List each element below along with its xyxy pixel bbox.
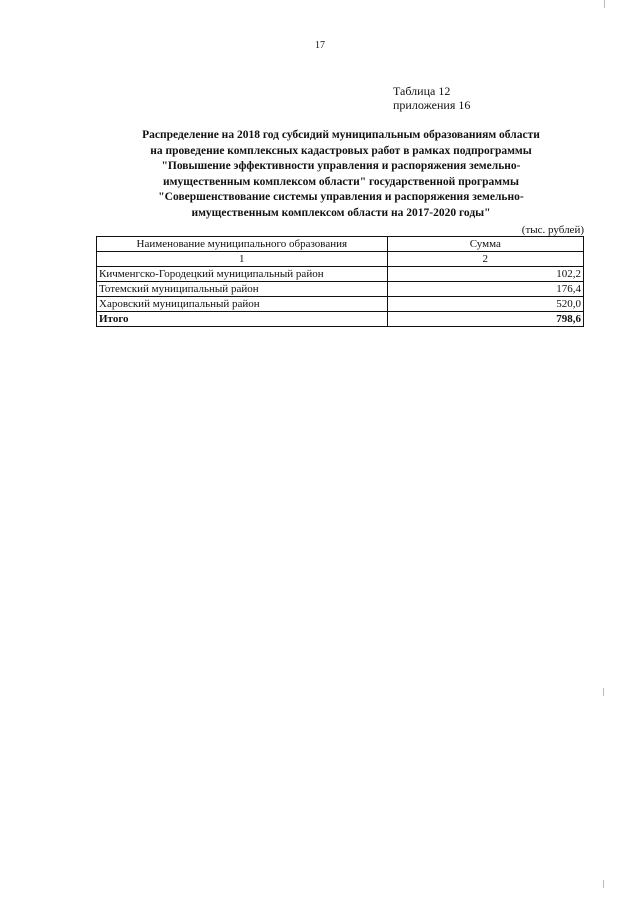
header-municipality: Наименование муниципального образования <box>97 237 388 252</box>
municipality-name: Харовский муниципальный район <box>97 297 388 312</box>
appendix-number: приложения 16 <box>393 98 471 112</box>
total-amount: 798,6 <box>387 312 583 327</box>
title-line: на проведение комплексных кадастровых работ в рамках подпрограммы <box>150 144 532 157</box>
subsidy-amount: 176,4 <box>387 282 583 297</box>
column-number-row <box>97 252 584 267</box>
subsidy-amount: 102,2 <box>387 267 583 282</box>
total-row <box>97 312 584 327</box>
scan-mark <box>603 688 604 696</box>
table-number: Таблица 12 <box>393 84 451 98</box>
table-header-row <box>97 237 584 252</box>
table-row <box>97 297 584 312</box>
title-line: "Повышение эффективности управления и распоряжения земельно- <box>161 160 521 172</box>
table-row <box>97 282 584 297</box>
title-line: Распределение на 2018 год субсидий муниципальным образованиям области <box>142 129 540 141</box>
title-line: имущественным комплексом области" государственной программы <box>163 175 519 188</box>
column-number-1: 1 <box>97 252 388 267</box>
units-label: (тыс. рублей) <box>521 224 584 236</box>
municipality-name: Тотемский муниципальный район <box>97 282 388 297</box>
document-title <box>98 128 584 221</box>
title-line: "Совершенствование системы управления и распоряжения земельно- <box>158 191 524 203</box>
municipality-name: Кичменгско-Городецкий муниципальный район <box>97 267 388 282</box>
scan-mark <box>603 880 604 888</box>
table-reference <box>393 84 470 112</box>
title-line: имущественным комплексом области на 2017-2020 годы" <box>191 206 491 219</box>
header-sum: Сумма <box>387 237 583 252</box>
total-label: Итого <box>97 312 388 327</box>
scan-mark <box>604 0 605 8</box>
subsidy-amount: 520,0 <box>387 297 583 312</box>
page-number: 17 <box>315 40 325 51</box>
table-row <box>97 267 584 282</box>
column-number-2: 2 <box>387 252 583 267</box>
subsidy-table <box>96 236 584 327</box>
